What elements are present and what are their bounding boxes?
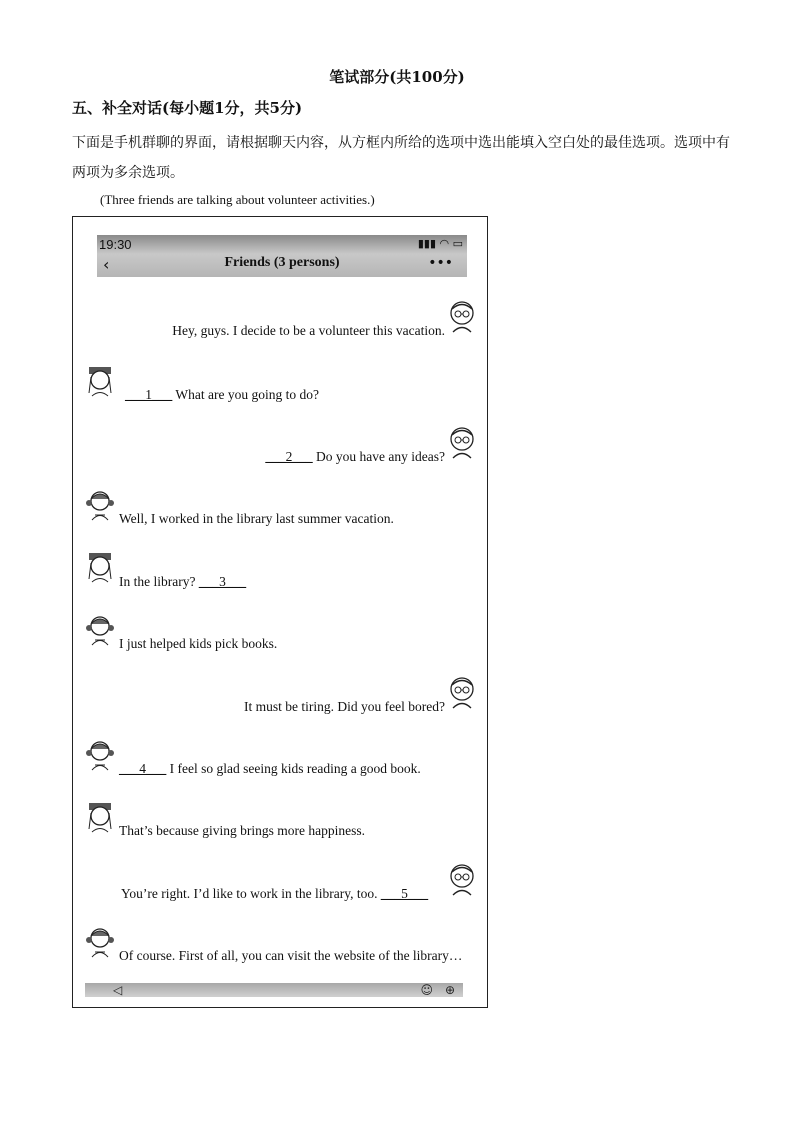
status-icons: ▮▮▮ ◠ ▭: [417, 237, 463, 250]
context-note: (Three friends are talking about volunteer activities.): [100, 192, 375, 207]
chat-message-5: [119, 574, 246, 590]
blank-2[interactable]: ___2___: [265, 449, 313, 464]
girl-hat-avatar-icon: [83, 363, 117, 401]
chat-message-2: [125, 387, 319, 403]
chat-message-7: [244, 699, 445, 715]
chat-top-bar: [97, 235, 467, 277]
blank-1[interactable]: ___1___: [125, 387, 173, 402]
status-time: 19:30: [99, 237, 132, 252]
message-text: Do you have any ideas?: [312, 449, 445, 464]
girl-hat-avatar-icon: [83, 799, 117, 837]
chat-input-bar[interactable]: [85, 983, 463, 997]
blank-5[interactable]: ___5___: [380, 886, 429, 901]
message-text: Well, I worked in the library last summer vacation.: [119, 511, 394, 526]
chat-title: Friends (3 persons): [224, 255, 340, 270]
message-text: It must be tiring. Did you feel bored?: [244, 699, 445, 714]
section-heading: 五、补全对话(每小题1分，共5分): [72, 99, 303, 117]
message-text: Of course. First of all, you can visit the website of the library…: [119, 948, 463, 963]
chat-message-9: [119, 823, 365, 839]
boy-glasses-avatar-icon: [445, 862, 479, 900]
chat-message-4: [119, 511, 394, 527]
girl-pigtails-avatar-icon: [83, 612, 117, 650]
message-text: In the library?: [119, 574, 199, 589]
girl-pigtails-avatar-icon: [83, 737, 117, 775]
message-text: You’re right. I’d like to work in the library, too.: [121, 886, 381, 901]
chat-screenshot-frame: [72, 216, 488, 1008]
boy-glasses-avatar-icon: [445, 425, 479, 463]
message-text: What are you going to do?: [172, 387, 319, 402]
message-text: I feel so glad seeing kids reading a good book.: [166, 761, 421, 776]
blank-4[interactable]: ___4___: [119, 761, 167, 776]
chat-message-6: [119, 636, 277, 652]
message-text: Hey, guys. I decide to be a volunteer this vacation.: [172, 323, 445, 338]
chat-message-1: [172, 323, 445, 339]
plus-icon[interactable]: ⊕: [444, 983, 455, 997]
emoji-icon[interactable]: ☺: [420, 983, 433, 997]
back-icon[interactable]: ‹: [103, 255, 110, 274]
more-icon[interactable]: •••: [428, 255, 453, 271]
chat-message-10: [121, 886, 428, 902]
message-text: I just helped kids pick books.: [119, 636, 278, 651]
instruction-text: 下面是手机群聊的界面，请根据聊天内容，从方框内所给的选项中选出能填入空白处的最佳选项。选项中有两项为多余选项。: [72, 135, 730, 181]
girl-hat-avatar-icon: [83, 549, 117, 587]
boy-glasses-avatar-icon: [445, 299, 479, 337]
chat-message-8: [119, 761, 421, 777]
girl-pigtails-avatar-icon: [83, 487, 117, 525]
blank-3[interactable]: ___3___: [198, 574, 247, 589]
boy-glasses-avatar-icon: [445, 675, 479, 713]
chat-message-11: [119, 948, 462, 964]
page-title: 笔试部分(共100分): [329, 68, 465, 86]
message-text: That’s because giving brings more happiness.: [119, 823, 365, 838]
chat-message-3: [265, 449, 445, 465]
girl-pigtails-avatar-icon: [83, 924, 117, 962]
voice-icon[interactable]: ◁: [113, 983, 123, 997]
